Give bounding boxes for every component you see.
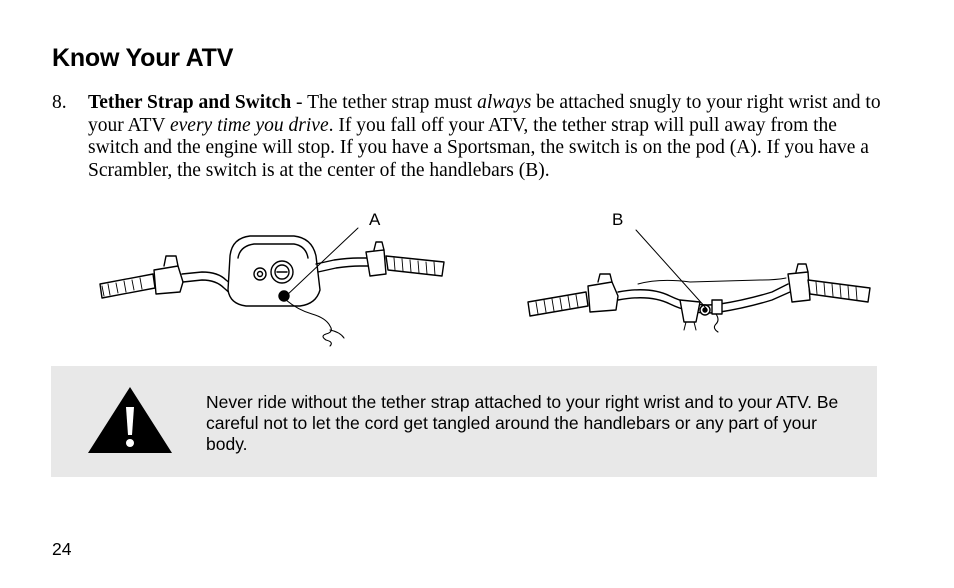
scrambler-handlebar-illustration [520,222,885,347]
item-text-2: be attached snugly to your right wrist and to your ATV [88,92,881,136]
warning-exclamation-icon [86,385,174,455]
warning-text: Never ride without the tether strap attached to your right wrist and to your ATV. Be careful not to let the cord get tangled around the handlebars or any part of your body. [206,392,839,454]
page-number: 24 [52,539,72,559]
figure-label-a: A [369,210,381,229]
item-emphasis-every-time: every time you drive [169,114,329,136]
warning-box [51,366,877,477]
page-title: Know Your ATV [52,44,234,72]
sportsman-handlebar-illustration [90,222,460,347]
figure-label-b: B [612,210,624,229]
item-heading: Tether Strap and Switch [88,92,292,113]
item-emphasis-always: always [477,92,532,113]
item-body [88,92,892,182]
item-text-3: . If you fall off your ATV, the tether strap will pull away from the switch and the engine will stop. If you have a Sportsman, the switch is on the pod (A). If you have a Scrambler, the switch is at the center of the handlebars (B). [88,114,869,181]
item-text-1: - The tether strap must [291,92,478,113]
item-number: 8. [52,92,67,113]
list-item-tether-strap [52,92,892,182]
